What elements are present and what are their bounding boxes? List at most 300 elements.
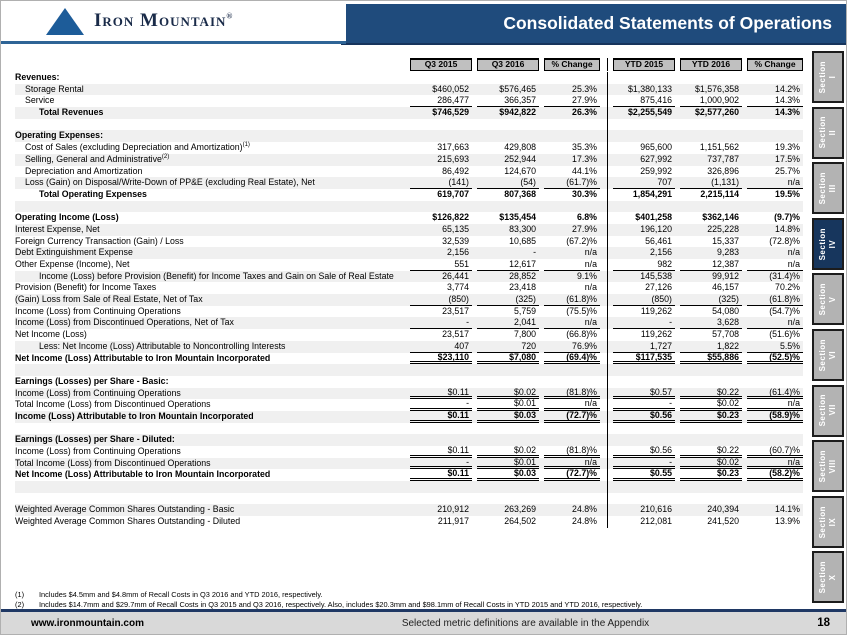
value-cell	[613, 119, 675, 131]
value-cell: 124,670	[504, 165, 536, 176]
column-divider	[607, 388, 608, 400]
row-label: Cost of Sales (excluding Depreciation and Amortization)$^{(1)}$	[25, 142, 250, 153]
value-cell	[680, 201, 742, 213]
value-cell	[680, 423, 742, 435]
table-row	[15, 306, 803, 318]
footnote-ref: (1)	[242, 142, 250, 149]
value-cell	[410, 201, 472, 213]
value-cell: 19.3%	[775, 142, 800, 153]
value-cell: $460,052	[432, 83, 469, 94]
section-tab-v[interactable]	[812, 273, 844, 325]
value-cell: 225,228	[707, 223, 739, 234]
value-cell	[544, 376, 600, 388]
column-divider	[607, 72, 608, 84]
value-cell: $126,822	[432, 212, 469, 223]
value-cell: n/a	[747, 259, 803, 271]
column-divider	[607, 154, 608, 166]
value-cell: 196,120	[640, 223, 672, 234]
footnote-ref: (2)	[161, 153, 170, 160]
value-cell	[613, 201, 675, 213]
table-row	[15, 224, 803, 236]
column-divider	[607, 329, 608, 341]
brand-logo	[1, 1, 346, 41]
value-cell: 10,685	[509, 235, 536, 246]
tab-label: Section X	[818, 561, 837, 594]
value-cell: 1,822	[680, 341, 742, 353]
value-cell: 17.5%	[775, 153, 800, 164]
footnote-text: Includes $4.5mm and $4.8mm of Recall Costs in Q3 2016 and YTD 2016, respectively.	[39, 590, 323, 599]
value-cell	[613, 493, 675, 505]
table-row	[15, 353, 803, 365]
value-cell: (66.8)%	[566, 329, 597, 340]
value-cell: $1,576,358	[694, 83, 739, 94]
value-cell: 12,387	[680, 259, 742, 271]
value-cell: 12,617	[477, 259, 539, 271]
value-cell: 14.2%	[775, 83, 800, 94]
value-cell: $117,535	[613, 353, 675, 365]
value-cell: (58.2)%	[747, 469, 803, 481]
value-cell	[747, 423, 803, 435]
value-cell	[613, 376, 675, 388]
value-cell	[680, 376, 742, 388]
value-cell: 119,262	[640, 329, 672, 340]
value-cell: 23,517	[442, 305, 469, 316]
value-cell: (61.8)%	[544, 294, 600, 306]
value-cell: 707	[613, 177, 675, 189]
column-divider	[607, 271, 608, 283]
table-spacer-row	[15, 423, 803, 435]
table-row	[15, 72, 803, 84]
value-cell: 44.1%	[572, 165, 597, 176]
section-tabs	[812, 51, 844, 607]
value-cell	[747, 72, 803, 84]
value-cell: 27,126	[645, 282, 672, 293]
value-cell: 14.3%	[747, 95, 803, 107]
table-header-row	[15, 58, 803, 71]
value-cell: -	[613, 399, 675, 411]
value-cell: 737,787	[707, 153, 739, 164]
value-cell: 2,156	[649, 247, 672, 258]
tab-label: Section V	[818, 283, 837, 316]
value-cell: 1,151,562	[699, 142, 739, 153]
table-row	[15, 189, 803, 201]
column-divider	[607, 481, 608, 493]
column-header: % Change	[747, 58, 803, 71]
column-divider	[607, 493, 608, 505]
value-cell: $2,255,549	[627, 107, 672, 118]
column-divider	[607, 166, 608, 178]
table-row	[15, 341, 803, 353]
value-cell	[477, 376, 539, 388]
value-cell: 317,663	[437, 142, 469, 153]
value-cell: $576,465	[499, 83, 536, 94]
header-band	[341, 4, 846, 45]
row-label: Less: Net Income (Loss) Attributable to Noncontrolling Interests	[39, 340, 286, 351]
footnote-marker: (2)	[15, 600, 25, 609]
value-cell: -	[613, 458, 675, 470]
row-label: Total Operating Expenses	[39, 188, 147, 199]
table-row	[15, 177, 803, 189]
value-cell: (850)	[410, 294, 472, 306]
section-tab-vi[interactable]	[812, 329, 844, 381]
table-spacer-row	[15, 493, 803, 505]
row-label: Service	[25, 95, 55, 106]
row-label: Foreign Currency Transaction (Gain) / Loss	[15, 235, 184, 246]
column-divider	[607, 189, 608, 201]
table-row	[15, 434, 803, 446]
row-label: Total Income (Loss) from Discontinued Operations	[15, 457, 211, 468]
row-label: Earnings (Losses) per Share - Diluted:	[15, 434, 175, 445]
row-label: Operating Expenses:	[15, 130, 103, 141]
row-label: Storage Rental	[25, 83, 84, 94]
value-cell	[477, 481, 539, 493]
section-tab-x[interactable]	[812, 551, 844, 603]
table-spacer-row	[15, 119, 803, 131]
value-cell: $0.02	[680, 458, 742, 470]
value-cell: 86,492	[442, 165, 469, 176]
value-cell: (9.7)%	[774, 212, 800, 223]
row-label: Income (Loss) from Continuing Operations	[15, 446, 181, 456]
value-cell	[747, 119, 803, 131]
table-row	[15, 84, 803, 96]
value-cell: $0.23	[680, 469, 742, 481]
value-cell: (31.4)%	[769, 270, 800, 281]
value-cell: $23,110	[410, 353, 472, 365]
table-row	[15, 516, 803, 528]
value-cell	[680, 72, 742, 84]
footnote	[1, 590, 801, 600]
value-cell: $0.02	[680, 399, 742, 411]
value-cell: $7,080	[477, 353, 539, 365]
value-cell	[410, 493, 472, 505]
table-row	[15, 329, 803, 341]
value-cell: (81.8)%	[544, 388, 600, 400]
table-row	[15, 259, 803, 271]
value-cell: (69.4)%	[544, 353, 600, 365]
section-tab-ii[interactable]	[812, 107, 844, 159]
page-number: 18	[817, 617, 830, 629]
column-divider	[607, 516, 608, 528]
value-cell: 9.1%	[576, 270, 597, 281]
row-label: Operating Income (Loss)	[15, 212, 119, 223]
value-cell: 35.3%	[572, 142, 597, 153]
column-divider	[607, 294, 608, 306]
value-cell	[477, 423, 539, 435]
value-cell: (72.8)%	[769, 235, 800, 246]
table-row	[15, 411, 803, 423]
value-cell	[680, 364, 742, 376]
value-cell	[747, 201, 803, 213]
value-cell: $0.55	[613, 469, 675, 481]
tab-label: Section IV	[818, 227, 837, 260]
value-cell: n/a	[747, 177, 803, 189]
value-cell: 3,774	[446, 282, 469, 293]
value-cell	[410, 376, 472, 388]
value-cell: n/a	[544, 399, 600, 411]
value-cell: n/a	[747, 317, 803, 329]
value-cell: (81.8)%	[544, 446, 600, 458]
row-label: Total Revenues	[39, 107, 104, 118]
column-divider	[607, 201, 608, 213]
column-divider	[607, 212, 608, 224]
column-divider	[607, 364, 608, 376]
table-row	[15, 212, 803, 224]
row-label	[15, 481, 405, 493]
value-cell: (67.2)%	[566, 235, 597, 246]
value-cell	[544, 481, 600, 493]
value-cell	[613, 130, 675, 142]
value-cell: 25.3%	[572, 83, 597, 94]
column-header: Q3 2016	[477, 58, 539, 71]
column-divider	[607, 259, 608, 271]
value-cell: 212,081	[640, 516, 672, 527]
value-cell	[477, 493, 539, 505]
value-cell	[410, 119, 472, 131]
section-tab-viii[interactable]	[812, 440, 844, 492]
tab-label: Section I	[818, 60, 837, 94]
value-cell: 25.7%	[775, 165, 800, 176]
value-cell: 28,852	[509, 270, 536, 281]
column-divider	[607, 469, 608, 481]
value-cell: (850)	[613, 294, 675, 306]
row-label: Provision (Benefit) for Income Taxes	[15, 282, 157, 293]
value-cell: $0.01	[477, 399, 539, 411]
value-cell: n/a	[544, 458, 600, 470]
value-cell	[747, 364, 803, 376]
value-cell: (72.7)%	[544, 469, 600, 481]
table-row	[15, 95, 803, 107]
value-cell: $1,380,133	[627, 83, 672, 94]
value-cell: 720	[477, 341, 539, 353]
table-row	[15, 446, 803, 458]
table-row	[15, 142, 803, 154]
value-cell: -	[613, 317, 675, 329]
footer-url[interactable]: www.ironmountain.com	[31, 617, 144, 629]
value-cell: $362,146	[702, 212, 739, 223]
value-cell: $401,258	[635, 212, 672, 223]
value-cell: $0.01	[477, 458, 539, 470]
section-tab-vii[interactable]	[812, 385, 844, 437]
value-cell: 1,000,902	[680, 95, 742, 107]
value-cell: n/a	[584, 282, 597, 293]
value-cell	[613, 72, 675, 84]
table-row	[15, 504, 803, 516]
value-cell	[477, 201, 539, 213]
value-cell: 366,357	[477, 95, 539, 107]
column-header: Q3 2015	[410, 58, 472, 71]
value-cell: 27.9%	[572, 223, 597, 234]
table-row	[15, 236, 803, 248]
tab-label: Section III	[818, 171, 837, 205]
value-cell	[544, 130, 600, 142]
column-divider	[607, 84, 608, 96]
table-row	[15, 282, 803, 294]
value-cell: -	[410, 317, 472, 329]
column-divider	[607, 306, 608, 318]
row-label: Revenues:	[15, 72, 60, 82]
table-row	[15, 399, 803, 411]
value-cell	[544, 493, 600, 505]
value-cell: 70.2%	[775, 282, 800, 293]
row-label	[15, 493, 405, 505]
tab-label: Section VI	[818, 338, 837, 372]
value-cell	[477, 364, 539, 376]
value-cell: 14.1%	[775, 504, 800, 515]
value-cell: 30.3%	[572, 188, 597, 199]
value-cell: $942,822	[499, 107, 536, 118]
footer-bar	[1, 609, 847, 634]
value-cell	[544, 423, 600, 435]
column-divider	[607, 177, 608, 189]
value-cell: -	[533, 247, 536, 258]
row-label: Income (Loss) from Discontinued Operations, Net of Tax	[15, 317, 234, 328]
table-spacer-row	[15, 201, 803, 213]
row-label: Other Expense (Income), Net	[15, 259, 130, 269]
value-cell: 15,337	[712, 235, 739, 246]
value-cell: 9,283	[716, 247, 739, 258]
row-label: Income (Loss) from Continuing Operations	[15, 305, 181, 316]
value-cell: (75.5)%	[566, 305, 597, 316]
column-divider	[607, 353, 608, 365]
footnote-marker: (1)	[15, 590, 25, 599]
value-cell: (61.8)%	[747, 294, 803, 306]
value-cell: $0.57	[613, 388, 675, 400]
column-divider	[607, 411, 608, 423]
row-label: Net Income (Loss) Attributable to Iron Mountain Incorporated	[15, 352, 271, 363]
value-cell: 46,157	[712, 282, 739, 293]
row-label: Net Income (Loss)	[15, 329, 87, 340]
table-row	[15, 294, 803, 306]
value-cell: $0.23	[680, 411, 742, 423]
value-cell	[680, 481, 742, 493]
value-cell	[544, 201, 600, 213]
value-cell: 210,912	[437, 504, 469, 515]
tab-label: Section VIII	[818, 449, 837, 483]
value-cell: $746,529	[432, 107, 469, 118]
value-cell: (72.7)%	[544, 411, 600, 423]
value-cell: $0.56	[613, 411, 675, 423]
value-cell: 5,759	[513, 305, 536, 316]
column-divider	[607, 130, 608, 142]
value-cell: 807,368	[504, 188, 536, 199]
value-cell	[544, 119, 600, 131]
table-row	[15, 107, 803, 119]
table-row	[15, 317, 803, 329]
value-cell: $0.02	[477, 388, 539, 400]
column-divider	[607, 446, 608, 458]
value-cell: 1,854,291	[632, 188, 672, 199]
value-cell	[477, 130, 539, 142]
value-cell: 3,628	[680, 317, 742, 329]
value-cell	[747, 481, 803, 493]
row-label	[15, 423, 405, 435]
value-cell: $0.11	[410, 388, 472, 400]
value-cell: $0.02	[477, 446, 539, 458]
mountain-icon	[46, 8, 84, 35]
value-cell: n/a	[747, 458, 803, 470]
tab-label: Section IX	[818, 505, 837, 538]
value-cell: (141)	[410, 177, 472, 189]
value-cell: 252,944	[504, 153, 536, 164]
column-divider	[607, 107, 608, 119]
value-cell: 211,917	[437, 516, 469, 527]
table-row	[15, 130, 803, 142]
value-cell: 259,992	[640, 165, 672, 176]
footnote-text: Includes $14.7mm and $29.7mm of Recall Costs in Q3 2015 and Q3 2016, respectively. Also, includes $20.3mm and $98.1mm of Recall Costs in YTD 2015 and YTD 2016, respectively.	[39, 600, 643, 609]
row-label	[15, 364, 405, 376]
column-divider	[607, 504, 608, 516]
logo-underline	[1, 41, 346, 44]
row-label: Interest Expense, Net	[15, 223, 100, 234]
value-cell: $135,454	[499, 212, 536, 223]
table-spacer-row	[15, 364, 803, 376]
value-cell: $0.11	[410, 446, 472, 458]
value-cell: 13.9%	[775, 516, 800, 527]
value-cell	[410, 481, 472, 493]
value-cell: 54,080	[712, 305, 739, 316]
row-label: Total Income (Loss) from Discontinued Operations	[15, 399, 211, 410]
column-header: % Change	[544, 58, 600, 71]
value-cell: 26.3%	[572, 107, 597, 118]
table-row	[15, 388, 803, 400]
value-cell: 23,517	[442, 329, 469, 340]
value-cell	[410, 364, 472, 376]
column-header: YTD 2016	[680, 58, 742, 71]
value-cell: -	[410, 458, 472, 470]
value-cell: 551	[410, 259, 472, 271]
column-header: YTD 2015	[613, 58, 675, 71]
value-cell: 5.5%	[747, 341, 803, 353]
value-cell: n/a	[544, 317, 600, 329]
section-tab-iii[interactable]	[812, 162, 844, 214]
value-cell: $2,577,260	[694, 107, 739, 118]
column-divider	[607, 119, 608, 131]
section-tab-ix[interactable]	[812, 496, 844, 548]
registered-mark: ®	[226, 11, 234, 21]
value-cell: 263,269	[504, 504, 536, 515]
value-cell: $0.22	[680, 446, 742, 458]
row-label: Net Income (Loss) Attributable to Iron Mountain Incorporated	[15, 469, 271, 480]
row-label: Income (Loss) Attributable to Iron Mountain Incorporated	[15, 410, 254, 421]
value-cell: 65,135	[442, 223, 469, 234]
value-cell	[747, 376, 803, 388]
section-tab-i[interactable]	[812, 51, 844, 103]
value-cell	[544, 364, 600, 376]
column-divider	[607, 95, 608, 107]
value-cell: n/a	[584, 247, 597, 258]
value-cell: 24.8%	[572, 516, 597, 527]
value-cell: 965,600	[640, 142, 672, 153]
column-divider	[607, 247, 608, 259]
row-label	[15, 201, 405, 213]
value-cell: $0.11	[410, 469, 472, 481]
section-tab-iv[interactable]	[812, 218, 844, 270]
value-cell: 2,156	[446, 247, 469, 258]
row-label	[15, 119, 405, 131]
table-row	[15, 271, 803, 283]
value-cell	[410, 130, 472, 142]
row-label: Income (Loss) before Provision (Benefit) for Income Taxes and Gain on Sale of Real Estate	[39, 270, 394, 281]
value-cell	[680, 493, 742, 505]
column-divider	[607, 423, 608, 435]
value-cell: 286,477	[410, 95, 472, 107]
value-cell: n/a	[787, 247, 800, 258]
value-cell: 875,416	[613, 95, 675, 107]
value-cell	[410, 423, 472, 435]
value-cell: 24.8%	[572, 504, 597, 515]
column-divider	[607, 236, 608, 248]
table-row	[15, 154, 803, 166]
